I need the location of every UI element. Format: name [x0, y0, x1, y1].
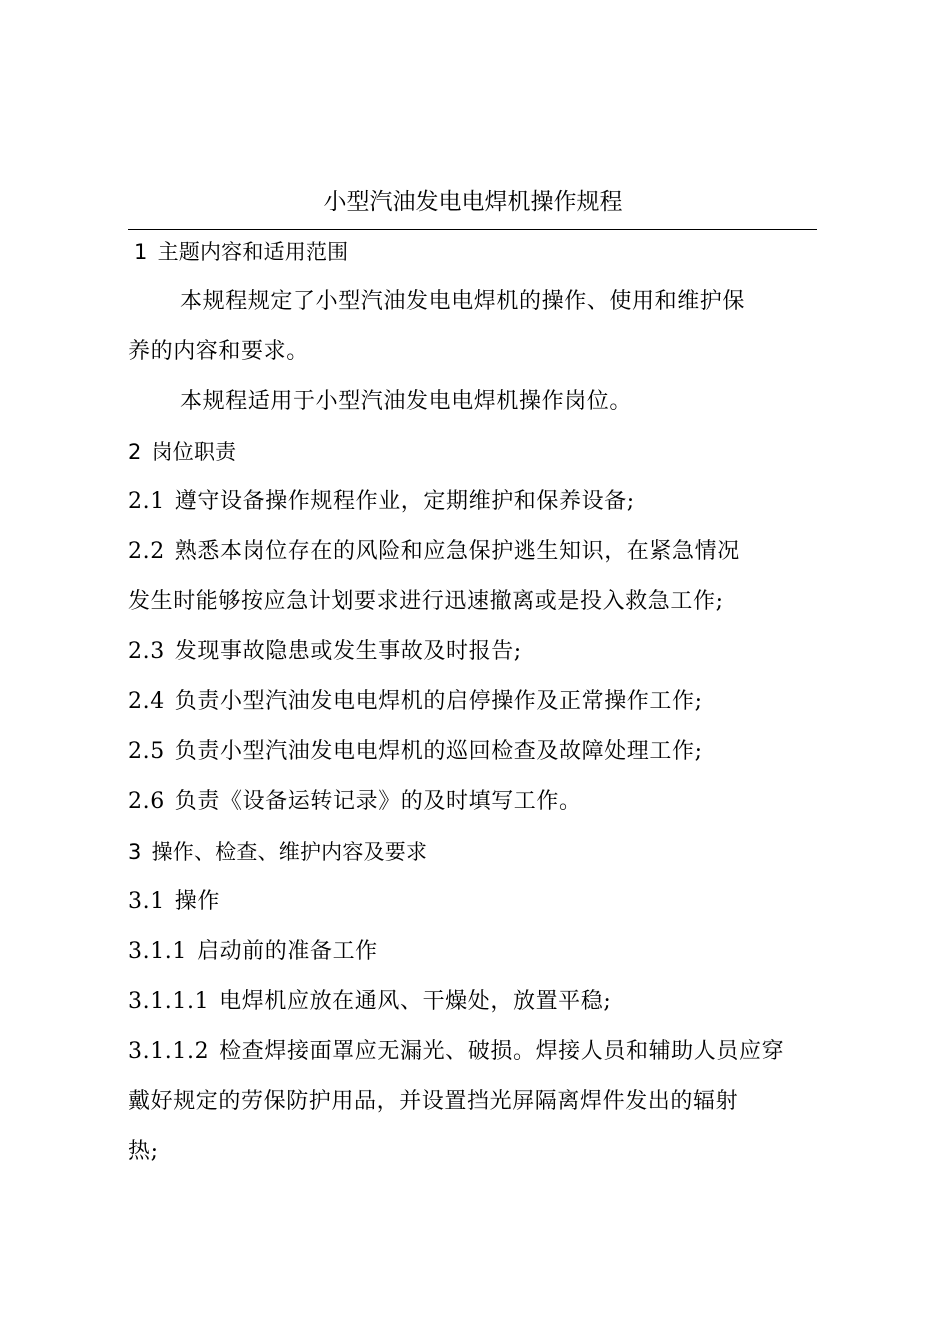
clause-text: 启动前的准备工作	[196, 939, 378, 964]
clause-text: 负责小型汽油发电电焊机的启停操作及正常操作工作;	[174, 689, 703, 714]
clause-number: 2.1	[128, 489, 165, 514]
clause-3-1-1-1	[128, 987, 828, 1017]
clause-number: 2.2	[128, 539, 165, 564]
clause-text: 负责《设备运转记录》的及时填写工作。	[174, 789, 582, 814]
paragraph-line: 养的内容和要求。	[128, 339, 309, 364]
clause-number: 2.3	[128, 639, 165, 664]
clause-text: 负责小型汽油发电电焊机的巡回检查及故障处理工作;	[174, 739, 703, 764]
section-heading-1	[134, 237, 834, 267]
clause-2-1	[128, 487, 828, 517]
clause-text: 遵守设备操作规程作业，定期维护和保养设备;	[174, 489, 635, 514]
title-underline	[128, 229, 817, 230]
clause-2-6	[128, 787, 828, 817]
paragraph-line: 热;	[128, 1139, 159, 1164]
paragraph-line: 本规程规定了小型汽油发电电焊机的操作、使用和维护保	[180, 289, 746, 314]
clause-text: 发现事故隐患或发生事故及时报告;	[174, 639, 522, 664]
clause-text: 检查焊接面罩应无漏光、破损。焊接人员和辅助人员应穿	[219, 1039, 785, 1064]
clause-number: 2.5	[128, 739, 165, 764]
clause-number: 2.4	[128, 689, 165, 714]
clause-text: 电焊机应放在通风、干燥处，放置平稳;	[219, 989, 612, 1014]
clause-number: 3.1.1	[128, 939, 187, 964]
clause-2-4	[128, 687, 828, 717]
section-title: 主题内容和适用范围	[157, 240, 349, 264]
paragraph-line: 发生时能够按应急计划要求进行迅速撤离或是投入救急工作;	[128, 589, 724, 614]
clause-2-2	[128, 537, 828, 567]
section-number: 2	[128, 440, 142, 464]
section-title: 操作、检查、维护内容及要求	[151, 840, 428, 864]
clause-3-1-1-2	[128, 1037, 828, 1067]
clause-text: 操作	[174, 889, 220, 914]
clause-3-1-1	[128, 937, 828, 967]
clause-text: 熟悉本岗位存在的风险和应急保护逃生知识，在紧急情况	[174, 539, 740, 564]
paragraph-line: 戴好规定的劳保防护用品，并设置挡光屏隔离焊件发出的辐射	[128, 1089, 739, 1114]
section-number: 3	[128, 840, 142, 864]
section-number: 1	[134, 240, 148, 264]
clause-number: 3.1.1.2	[128, 1039, 210, 1064]
document-title: 小型汽油发电电焊机操作规程	[323, 189, 623, 215]
section-heading-2	[128, 437, 828, 467]
clause-number: 3.1.1.1	[128, 989, 210, 1014]
clause-number: 2.6	[128, 789, 165, 814]
clause-2-5	[128, 737, 828, 767]
clause-3-1	[128, 887, 828, 917]
paragraph-line: 本规程适用于小型汽油发电电焊机操作岗位。	[180, 389, 633, 414]
clause-2-3	[128, 637, 828, 667]
clause-number: 3.1	[128, 889, 165, 914]
section-title: 岗位职责	[151, 440, 237, 464]
section-heading-3	[128, 837, 828, 867]
